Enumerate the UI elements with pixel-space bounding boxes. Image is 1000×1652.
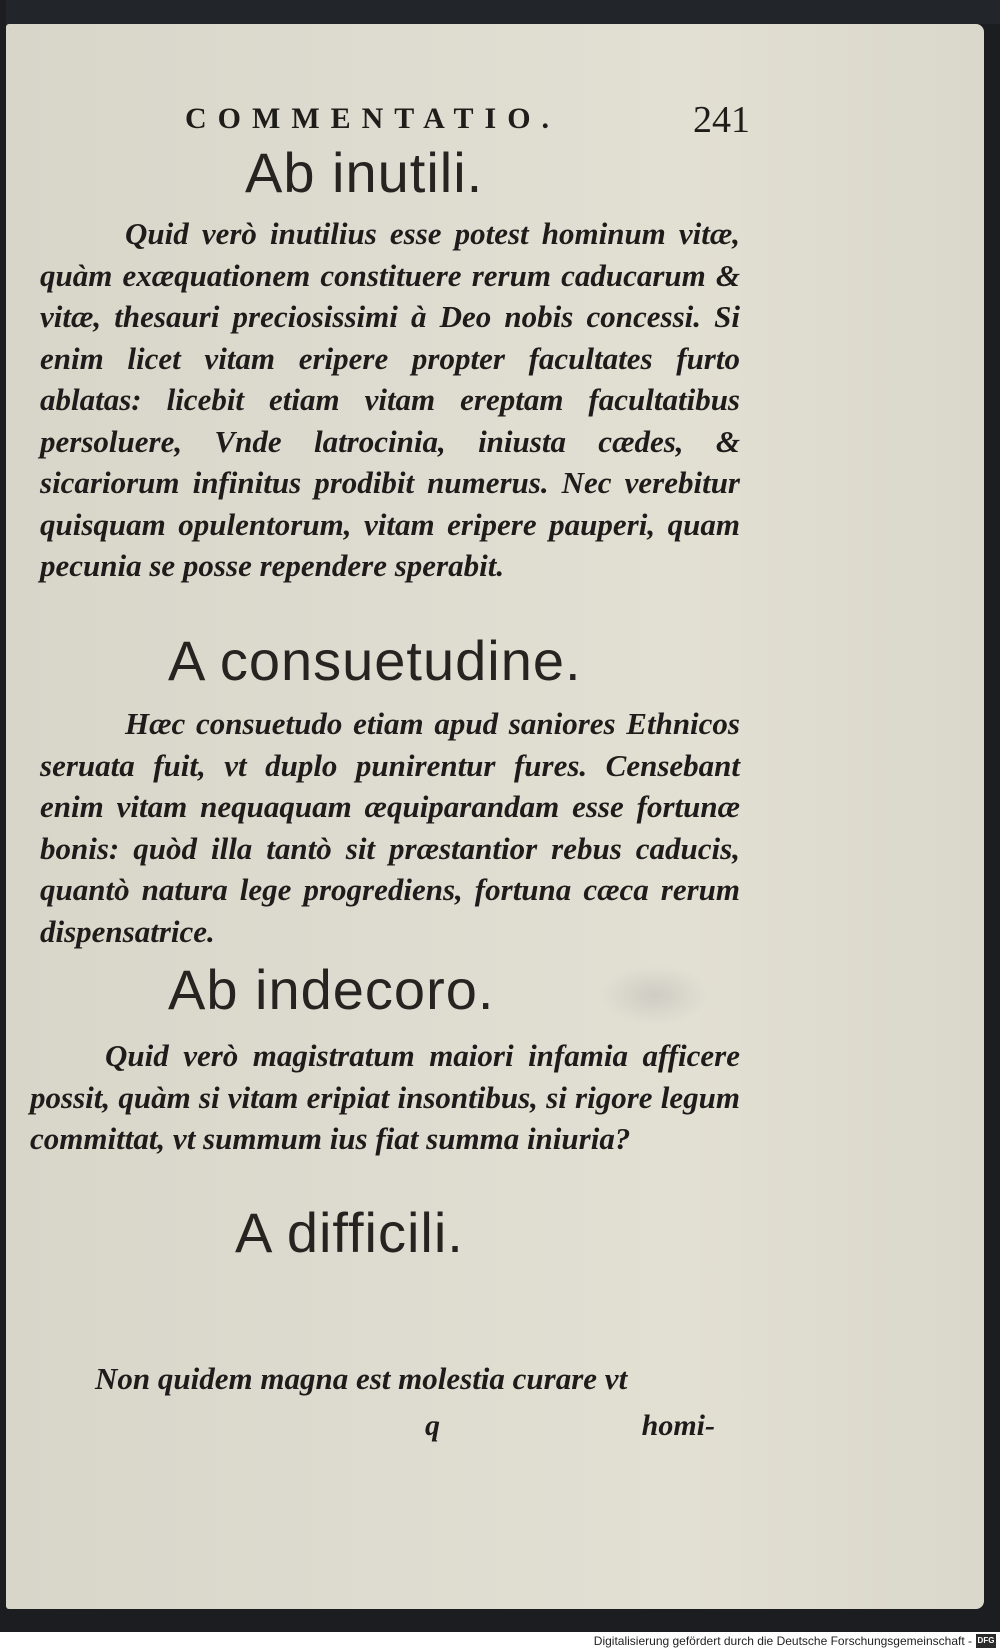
- page-bottom-lines: [95, 1361, 715, 1441]
- dfg-logo: DFG: [976, 1634, 996, 1648]
- section-heading-a-consuetudine: A consuetudine.: [168, 629, 582, 692]
- section-text-a-consuetudine: [40, 703, 740, 952]
- last-text-line: Non quidem magna est molestia curare vt: [95, 1361, 628, 1396]
- page-number: 241: [693, 99, 750, 141]
- paragraph-text: Quid verò magistratum maiori infamia afficere possit, quàm si vitam eripiat insontibus, si rigore legum committat, vt summum ius fiat summa iniuria?: [30, 1038, 740, 1156]
- page-header: [130, 99, 750, 142]
- ink-stain: [600, 965, 710, 1025]
- section-heading-ab-indecoro: Ab indecoro.: [168, 958, 495, 1021]
- section-heading-a-difficili: A difficili.: [235, 1201, 464, 1264]
- digitization-note: Digitalisierung gefördert durch die Deutsche Forschungsgemeinschaft -: [593, 1634, 972, 1648]
- paragraph-text: Hæc consuetudo etiam apud saniores Ethnicos seruata fuit, vt duplo punirentur fures. Censebant enim vitam nequaquam æquiparandam esse fortunæ bonis: quòd illa tantò sit præstantior rebus caducis, quantò natura lege progrediens, fortuna cæca rerum dispensatrice.: [40, 706, 740, 949]
- section-heading-ab-inutili: Ab inutili.: [245, 141, 484, 204]
- paragraph-text: Quid verò inutilius esse potest hominum vitæ, quàm exæquationem constituere rerum caducarum & vitæ, thesauri preciosissimi à Deo nobis concessi. Si enim licet vitam eripere propter facultates furto ablatas: licebit etiam vitam ereptam facultatibus persoluere, Vnde latrocinia, iniusta cædes, & sicariorum infinitus prodibit numerus. Nec verebitur quisquam opulentorum, vitam eripere pauperi, quam pecunia se posse rependere sperabit.: [40, 216, 740, 583]
- digitization-footer: [0, 1632, 1000, 1652]
- section-text-ab-inutili: [40, 213, 740, 587]
- signature-mark: q: [425, 1409, 440, 1442]
- section-text-ab-indecoro: [30, 1035, 740, 1160]
- scan-border-top: [6, 0, 1000, 24]
- catchword: homi-: [641, 1409, 715, 1442]
- running-head: COMMENTATIO.: [185, 102, 561, 135]
